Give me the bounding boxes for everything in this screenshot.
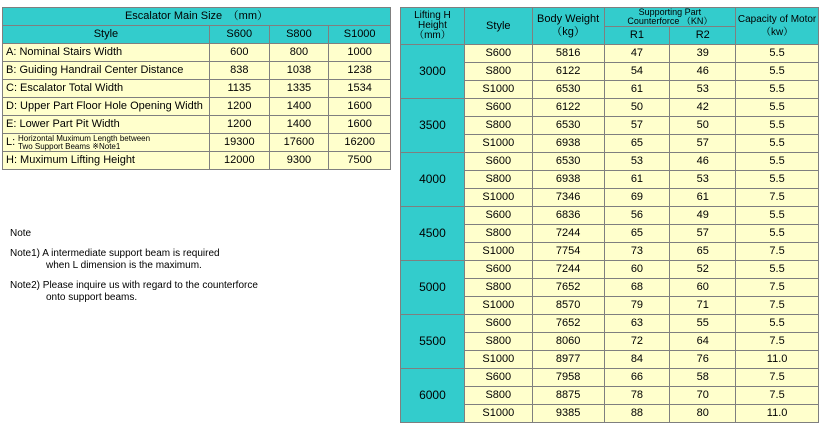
motor-cell: 5.5 — [736, 117, 819, 135]
spec-row-h — [3, 152, 391, 170]
spec-value: 1600 — [329, 98, 391, 116]
weight-cell: 7244 — [532, 261, 604, 279]
weight-cell: 6530 — [532, 117, 604, 135]
notes-heading: Note — [10, 228, 32, 239]
spec-row-d — [3, 98, 391, 116]
note1-line1: Note1) A intermediate support beam is required — [10, 248, 220, 259]
r2-cell: 46 — [670, 63, 736, 81]
spec-value: 1200 — [209, 98, 269, 116]
motor-cell: 5.5 — [736, 135, 819, 153]
table-row — [401, 369, 819, 387]
style-cell: S600 — [464, 261, 532, 279]
motor-cell: 7.5 — [736, 243, 819, 261]
r2-cell: 65 — [670, 243, 736, 261]
r1-cell: 61 — [604, 171, 670, 189]
spec-value: 1600 — [329, 116, 391, 134]
r1-cell: 60 — [604, 261, 670, 279]
r1-cell: 73 — [604, 243, 670, 261]
spec-value: 1335 — [269, 80, 329, 98]
weight-cell: 9385 — [532, 405, 604, 423]
r2-cell: 57 — [670, 135, 736, 153]
motor-cell: 11.0 — [736, 351, 819, 369]
r1-cell: 78 — [604, 387, 670, 405]
r2-cell: 70 — [670, 387, 736, 405]
r2-cell: 46 — [670, 153, 736, 171]
weight-cell: 6530 — [532, 153, 604, 171]
r2-cell: 39 — [670, 45, 736, 63]
r2-cell: 49 — [670, 207, 736, 225]
spec-value: 600 — [209, 44, 269, 62]
counterforce-line1: Supporting Part — [638, 7, 702, 17]
table-row — [401, 261, 819, 279]
spec-value: 9300 — [269, 152, 329, 170]
spec-value: 19300 — [209, 134, 269, 152]
spec-value: 1400 — [269, 98, 329, 116]
r1-cell: 63 — [604, 315, 670, 333]
r2-cell: 42 — [670, 99, 736, 117]
weight-cell: 7652 — [532, 279, 604, 297]
spec-label: E: Lower Part Pit Width — [3, 116, 210, 134]
motor-cell: 7.5 — [736, 387, 819, 405]
weight-cell: 8060 — [532, 333, 604, 351]
weight-cell: 6836 — [532, 207, 604, 225]
r1-cell: 54 — [604, 63, 670, 81]
motor-label: Capacity of Motor — [737, 14, 817, 25]
spec-value: 1038 — [269, 62, 329, 80]
style-cell: S1000 — [464, 297, 532, 315]
spec-label: A: Nominal Stairs Width — [3, 44, 210, 62]
spec-value: 16200 — [329, 134, 391, 152]
lifting-height-cell: 6000 — [401, 369, 465, 423]
weight-cell: 7652 — [532, 315, 604, 333]
r2-cell: 53 — [670, 171, 736, 189]
body-weight-unit: （kg） — [551, 26, 585, 38]
style-cell: S1000 — [464, 135, 532, 153]
spec-value: 1000 — [329, 44, 391, 62]
note1-line2: when L dimension is the maximum. — [46, 260, 202, 271]
motor-cell: 5.5 — [736, 315, 819, 333]
note2-line1: Note2) Please inquire us with regard to the counterforce — [10, 280, 258, 291]
lifting-height-cell: 5000 — [401, 261, 465, 315]
style-cell: S1000 — [464, 189, 532, 207]
r2-cell: 53 — [670, 81, 736, 99]
motor-cell: 5.5 — [736, 207, 819, 225]
style-cell: S800 — [464, 171, 532, 189]
table-row — [401, 153, 819, 171]
r1-cell: 56 — [604, 207, 670, 225]
lifting-height-header — [401, 8, 465, 45]
motor-cell: 5.5 — [736, 171, 819, 189]
r1-cell: 79 — [604, 297, 670, 315]
r2-cell: 52 — [670, 261, 736, 279]
r1-cell: 72 — [604, 333, 670, 351]
weight-cell: 7346 — [532, 189, 604, 207]
r1-cell: 69 — [604, 189, 670, 207]
weight-cell: 8875 — [532, 387, 604, 405]
spec-value: 1400 — [269, 116, 329, 134]
r1-header: R1 — [604, 27, 670, 45]
spec-row-c — [3, 80, 391, 98]
weight-cell: 6122 — [532, 63, 604, 81]
weight-cell: 7754 — [532, 243, 604, 261]
weight-cell: 7958 — [532, 369, 604, 387]
spec-label-line1: Horizontal Muximum Length between — [18, 133, 151, 143]
spec-row-a — [3, 44, 391, 62]
model-header-s800: S800 — [269, 26, 329, 44]
note2-line2: onto support beams. — [46, 292, 138, 303]
table-row — [401, 99, 819, 117]
spec-value: 12000 — [209, 152, 269, 170]
style-cell: S600 — [464, 99, 532, 117]
spec-value: 800 — [269, 44, 329, 62]
style-cell: S1000 — [464, 81, 532, 99]
spec-row-e — [3, 116, 391, 134]
r2-cell: 64 — [670, 333, 736, 351]
r2-cell: 76 — [670, 351, 736, 369]
spec-value: 1534 — [329, 80, 391, 98]
r2-cell: 50 — [670, 117, 736, 135]
weight-cell: 6938 — [532, 171, 604, 189]
table-row — [401, 207, 819, 225]
spec-label: D: Upper Part Floor Hole Opening Width — [3, 98, 210, 116]
r1-cell: 66 — [604, 369, 670, 387]
spec-value: 17600 — [269, 134, 329, 152]
table-row — [401, 45, 819, 63]
r1-cell: 88 — [604, 405, 670, 423]
r2-cell: 58 — [670, 369, 736, 387]
style-cell: S1000 — [464, 405, 532, 423]
motor-cell: 5.5 — [736, 81, 819, 99]
style-cell: S1000 — [464, 351, 532, 369]
style-cell: S600 — [464, 45, 532, 63]
motor-cell: 7.5 — [736, 297, 819, 315]
r1-cell: 68 — [604, 279, 670, 297]
motor-cell: 5.5 — [736, 45, 819, 63]
lifting-height-cell: 5500 — [401, 315, 465, 369]
style-cell: S800 — [464, 333, 532, 351]
weight-cell: 7244 — [532, 225, 604, 243]
counterforce-header — [604, 8, 736, 27]
table-row — [401, 315, 819, 333]
spec-value: 7500 — [329, 152, 391, 170]
r1-cell: 47 — [604, 45, 670, 63]
weight-cell: 5816 — [532, 45, 604, 63]
style-cell: S800 — [464, 225, 532, 243]
style-cell: S800 — [464, 117, 532, 135]
spec-value: 838 — [209, 62, 269, 80]
style-cell: S800 — [464, 63, 532, 81]
motor-cell: 7.5 — [736, 369, 819, 387]
spec-label-line2: Two Support Beams ※Note1 — [18, 141, 121, 151]
r2-cell: 60 — [670, 279, 736, 297]
motor-unit: （kw） — [760, 27, 794, 38]
r2-cell: 55 — [670, 315, 736, 333]
body-weight-header — [532, 8, 604, 45]
motor-cell: 5.5 — [736, 261, 819, 279]
lifting-height-unit: （mm） — [414, 30, 451, 41]
lifting-height-line2: Height — [417, 20, 447, 31]
spec-label: B: Guiding Handrail Center Distance — [3, 62, 210, 80]
spec-row-b — [3, 62, 391, 80]
notes-section — [10, 228, 258, 304]
style-cell: S1000 — [464, 243, 532, 261]
spec-label: H: Muximum Lifting Height — [3, 152, 210, 170]
motor-cell: 7.5 — [736, 333, 819, 351]
r2-header: R2 — [670, 27, 736, 45]
spec-label — [3, 134, 210, 152]
style-cell: S600 — [464, 153, 532, 171]
style-header: Style — [3, 26, 210, 44]
r1-cell: 84 — [604, 351, 670, 369]
spec-label: C: Escalator Total Width — [3, 80, 210, 98]
main-size-title: Escalator Main Size （mm） — [3, 8, 391, 26]
lifting-height-cell: 3500 — [401, 99, 465, 153]
spec-row-l — [3, 134, 391, 152]
spec-value: 1200 — [209, 116, 269, 134]
r1-cell: 57 — [604, 117, 670, 135]
motor-cell: 5.5 — [736, 225, 819, 243]
r2-cell: 71 — [670, 297, 736, 315]
weight-cell: 6122 — [532, 99, 604, 117]
lifting-height-cell: 3000 — [401, 45, 465, 99]
lifting-height-cell: 4000 — [401, 153, 465, 207]
model-header-s1000: S1000 — [329, 26, 391, 44]
r2-cell: 61 — [670, 189, 736, 207]
motor-cell: 5.5 — [736, 99, 819, 117]
r1-cell: 53 — [604, 153, 670, 171]
weight-cell: 6530 — [532, 81, 604, 99]
lifting-height-cell: 4500 — [401, 207, 465, 261]
r2-cell: 80 — [670, 405, 736, 423]
style-cell: S600 — [464, 315, 532, 333]
motor-header — [736, 8, 819, 45]
spec-label-prefix: L: — [6, 136, 16, 148]
motor-cell: 7.5 — [736, 189, 819, 207]
r1-cell: 50 — [604, 99, 670, 117]
weight-cell: 8570 — [532, 297, 604, 315]
r1-cell: 65 — [604, 225, 670, 243]
escalator-main-size-table — [2, 7, 391, 170]
spec-value: 1135 — [209, 80, 269, 98]
motor-cell: 7.5 — [736, 279, 819, 297]
style-cell: S600 — [464, 369, 532, 387]
style-column-header: Style — [464, 8, 532, 45]
motor-cell: 11.0 — [736, 405, 819, 423]
model-header-s600: S600 — [209, 26, 269, 44]
r2-cell: 57 — [670, 225, 736, 243]
load-table-body — [401, 45, 819, 423]
body-weight-label: Body Weight — [537, 13, 600, 25]
style-cell: S800 — [464, 387, 532, 405]
counterforce-line2: Counterforce （KN） — [627, 16, 713, 26]
spec-value: 1238 — [329, 62, 391, 80]
lifting-height-line1: Lifting H — [414, 10, 451, 21]
load-data-table — [400, 7, 819, 423]
motor-cell: 5.5 — [736, 63, 819, 81]
motor-cell: 5.5 — [736, 153, 819, 171]
style-cell: S800 — [464, 279, 532, 297]
weight-cell: 8977 — [532, 351, 604, 369]
weight-cell: 6938 — [532, 135, 604, 153]
r1-cell: 61 — [604, 81, 670, 99]
style-cell: S600 — [464, 207, 532, 225]
r1-cell: 65 — [604, 135, 670, 153]
